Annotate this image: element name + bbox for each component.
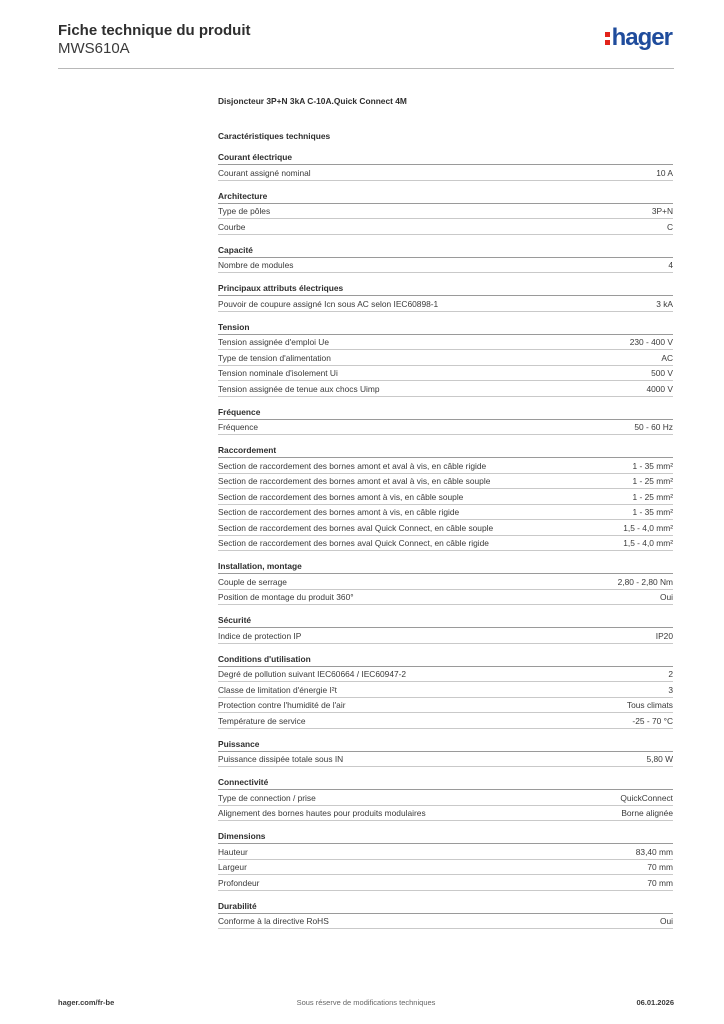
footer-disclaimer: Sous réserve de modifications techniques bbox=[296, 998, 436, 1007]
spec-value: -25 - 70 °C bbox=[632, 715, 673, 726]
spec-row bbox=[218, 806, 673, 822]
spec-row bbox=[218, 381, 673, 397]
section-title: Courant électrique bbox=[218, 152, 673, 165]
product-reference: MWS610A bbox=[58, 40, 130, 57]
spec-value: IP20 bbox=[655, 630, 673, 641]
spec-value: 2,80 - 2,80 Nm bbox=[617, 576, 673, 587]
spec-value: QuickConnect bbox=[620, 792, 673, 803]
spec-row bbox=[218, 420, 673, 436]
section-title: Installation, montage bbox=[218, 561, 673, 574]
spec-value: 83,40 mm bbox=[635, 846, 673, 857]
spec-row bbox=[218, 165, 673, 181]
spec-row bbox=[218, 844, 673, 860]
spec-row bbox=[218, 219, 673, 235]
spec-section bbox=[218, 152, 673, 181]
header-divider bbox=[58, 68, 674, 69]
spec-row bbox=[218, 258, 673, 274]
logo-text: hager bbox=[611, 24, 672, 51]
spec-value: Borne alignée bbox=[621, 808, 673, 818]
section-title: Durabilité bbox=[218, 901, 673, 914]
spec-value: 50 - 60 Hz bbox=[634, 422, 673, 432]
section-title: Puissance bbox=[218, 739, 673, 752]
spec-value: 230 - 400 V bbox=[629, 337, 673, 347]
hager-logo bbox=[605, 24, 672, 52]
spec-section bbox=[218, 322, 673, 397]
spec-value: 10 A bbox=[656, 167, 673, 178]
document-title: Fiche technique du produit bbox=[58, 22, 251, 39]
spec-value: AC bbox=[661, 352, 673, 363]
spec-value: 1 - 35 mm² bbox=[632, 460, 673, 471]
section-title: Capacité bbox=[218, 245, 673, 258]
spec-row bbox=[218, 458, 673, 474]
product-description: Disjoncteur 3P+N 3kA C-10A.Quick Connect 4M bbox=[218, 96, 407, 106]
spec-value: 1 - 25 mm² bbox=[632, 476, 673, 486]
spec-label: Température de service bbox=[218, 715, 306, 726]
logo-dots-icon bbox=[605, 29, 610, 46]
spec-row bbox=[218, 366, 673, 382]
spec-section bbox=[218, 739, 673, 768]
spec-section bbox=[218, 245, 673, 274]
section-title: Dimensions bbox=[218, 831, 673, 844]
footer-website: hager.com/fr-be bbox=[58, 998, 115, 1007]
footer-date: 06.01.2026 bbox=[636, 998, 674, 1007]
spec-row bbox=[218, 505, 673, 521]
spec-label: Section de raccordement des bornes amont à vis, en câble souple bbox=[218, 491, 464, 502]
spec-value: 1,5 - 4,0 mm² bbox=[623, 538, 673, 548]
page-header bbox=[58, 22, 674, 66]
spec-label: Type de tension d'alimentation bbox=[218, 352, 331, 363]
spec-label: Degré de pollution suivant IEC60664 / IEC60947-2 bbox=[218, 669, 407, 679]
spec-row bbox=[218, 489, 673, 505]
spec-label: Section de raccordement des bornes amont et aval à vis, en câble souple bbox=[218, 476, 491, 486]
section-title: Sécurité bbox=[218, 615, 673, 628]
spec-label: Type de pôles bbox=[218, 206, 271, 216]
spec-value: 5,80 W bbox=[646, 754, 673, 764]
spec-label: Nombre de modules bbox=[218, 260, 294, 270]
spec-label: Tension assignée de tenue aux chocs Uimp bbox=[218, 383, 380, 394]
spec-value: 2 bbox=[668, 669, 673, 679]
spec-row bbox=[218, 698, 673, 714]
spec-row bbox=[218, 335, 673, 351]
spec-label: Type de connection / prise bbox=[218, 792, 316, 803]
spec-row bbox=[218, 520, 673, 536]
spec-label: Tension assignée d'emploi Ue bbox=[218, 337, 330, 347]
characteristics-title: Caractéristiques techniques bbox=[218, 131, 331, 141]
spec-row bbox=[218, 574, 673, 590]
spec-value: C bbox=[666, 221, 673, 232]
spec-row bbox=[218, 682, 673, 698]
spec-value: Oui bbox=[659, 592, 673, 602]
section-title: Architecture bbox=[218, 191, 673, 204]
spec-value: 3P+N bbox=[651, 206, 673, 216]
section-title: Tension bbox=[218, 322, 673, 335]
spec-section bbox=[218, 615, 673, 644]
spec-section bbox=[218, 654, 673, 729]
spec-row bbox=[218, 914, 673, 930]
spec-label: Indice de protection IP bbox=[218, 630, 302, 641]
spec-label: Fréquence bbox=[218, 422, 259, 432]
spec-value: 3 kA bbox=[656, 298, 673, 309]
spec-label: Alignement des bornes hautes pour produits modulaires bbox=[218, 808, 426, 818]
section-title: Fréquence bbox=[218, 407, 673, 420]
spec-label: Classe de limitation d'énergie I²t bbox=[218, 684, 337, 695]
section-title: Connectivité bbox=[218, 777, 673, 790]
spec-value: Oui bbox=[659, 916, 673, 926]
spec-label: Hauteur bbox=[218, 846, 248, 857]
datasheet-content bbox=[218, 96, 673, 929]
spec-label: Tension nominale d'isolement Ui bbox=[218, 368, 338, 378]
spec-value: Tous climats bbox=[626, 700, 673, 710]
spec-section bbox=[218, 561, 673, 605]
section-title: Conditions d'utilisation bbox=[218, 654, 673, 667]
spec-label: Largeur bbox=[218, 862, 247, 872]
spec-value: 500 V bbox=[651, 368, 673, 378]
spec-label: Section de raccordement des bornes amont à vis, en câble rigide bbox=[218, 507, 460, 517]
spec-value: 3 bbox=[668, 684, 673, 695]
spec-section bbox=[218, 831, 673, 891]
spec-row bbox=[218, 590, 673, 606]
spec-label: Pouvoir de coupure assigné Icn sous AC selon IEC60898-1 bbox=[218, 298, 439, 309]
spec-value: 4 bbox=[668, 260, 673, 270]
spec-label: Couple de serrage bbox=[218, 576, 287, 587]
spec-row bbox=[218, 296, 673, 312]
spec-value: 70 mm bbox=[647, 862, 673, 872]
spec-row bbox=[218, 713, 673, 729]
spec-section bbox=[218, 901, 673, 930]
spec-row bbox=[218, 474, 673, 490]
section-title: Principaux attributs électriques bbox=[218, 283, 673, 296]
spec-row bbox=[218, 752, 673, 768]
spec-row bbox=[218, 204, 673, 220]
spec-section bbox=[218, 283, 673, 312]
spec-sections bbox=[218, 152, 673, 929]
section-title: Raccordement bbox=[218, 445, 673, 458]
spec-label: Courbe bbox=[218, 221, 246, 232]
spec-label: Courant assigné nominal bbox=[218, 167, 311, 178]
spec-section bbox=[218, 191, 673, 235]
spec-label: Protection contre l'humidité de l'air bbox=[218, 700, 346, 710]
spec-section bbox=[218, 777, 673, 821]
spec-section bbox=[218, 407, 673, 436]
spec-row bbox=[218, 667, 673, 683]
spec-label: Section de raccordement des bornes amont et aval à vis, en câble rigide bbox=[218, 460, 487, 471]
spec-row bbox=[218, 350, 673, 366]
spec-label: Puissance dissipée totale sous IN bbox=[218, 754, 344, 764]
spec-value: 1 - 25 mm² bbox=[632, 491, 673, 502]
spec-row bbox=[218, 860, 673, 876]
spec-label: Section de raccordement des bornes aval Quick Connect, en câble souple bbox=[218, 522, 494, 533]
spec-row bbox=[218, 790, 673, 806]
spec-row bbox=[218, 628, 673, 644]
spec-value: 1,5 - 4,0 mm² bbox=[623, 522, 673, 533]
spec-label: Conforme à la directive RoHS bbox=[218, 916, 329, 926]
spec-label: Section de raccordement des bornes aval Quick Connect, en câble rigide bbox=[218, 538, 489, 548]
spec-value: 1 - 35 mm² bbox=[632, 507, 673, 517]
spec-value: 4000 V bbox=[646, 383, 673, 394]
spec-row bbox=[218, 536, 673, 552]
spec-label: Position de montage du produit 360° bbox=[218, 592, 354, 602]
spec-value: 70 mm bbox=[647, 877, 673, 888]
spec-row bbox=[218, 875, 673, 891]
spec-label: Profondeur bbox=[218, 877, 260, 888]
spec-section bbox=[218, 445, 673, 551]
